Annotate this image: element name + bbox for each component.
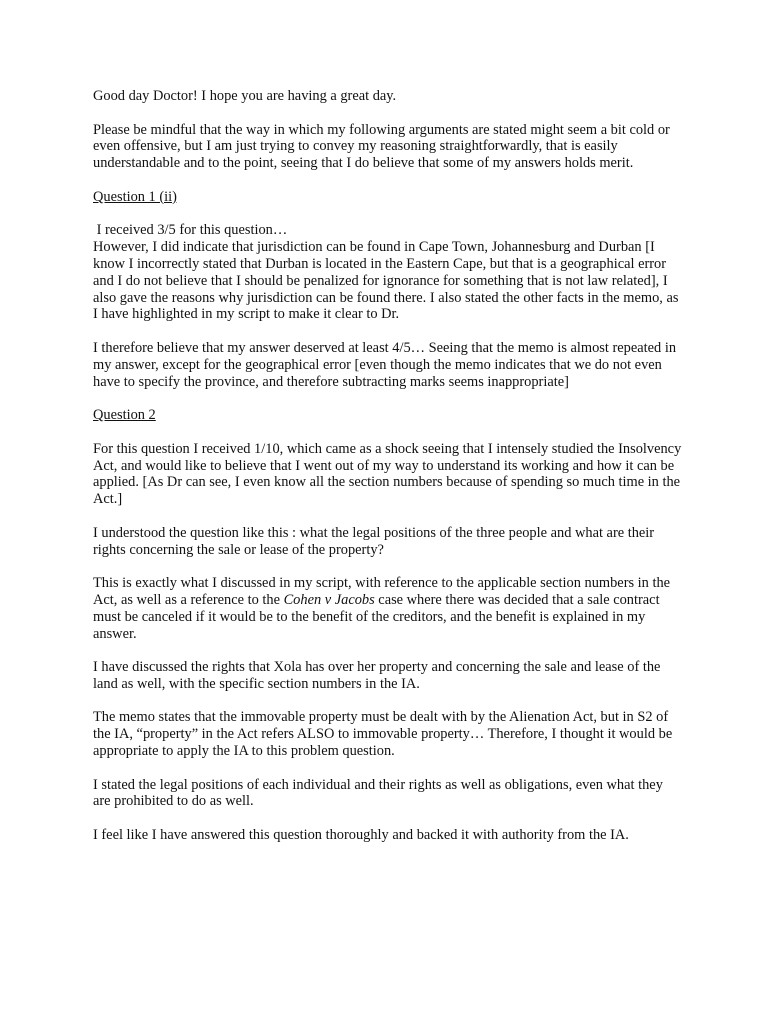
intro-paragraph: Please be mindful that the way in which my following arguments are stated might seem a bit cold or even offensive, but I am just trying to convey my reasoning straightforwardly, that is easily understandable and to the point, seeing that I do believe that some of my answers holds merit. [93, 121, 670, 172]
greeting: Good day Doctor! I hope you are having a great day. [93, 88, 397, 104]
question-2-paragraph-4: I have discussed the rights that Xola has over her property and concerning the sale and lease of the land as well, with the specific section numbers in the IA. [93, 659, 661, 692]
question-1-heading: Question 1 (ii) [93, 188, 177, 205]
question-1-conclusion: I therefore believe that my answer deserved at least 4/5… Seeing that the memo is almost repeated in my answer, except for the geographical error [even though the memo indicates that we do not even have to specify the province, and therefore subtracting marks seems inappropriate] [93, 339, 677, 390]
letter-page [93, 88, 683, 861]
question-2-paragraph-2: I understood the question like this : what the legal positions of the three people and what are their rights concerning the sale or lease of the property? [93, 524, 655, 558]
question-2-paragraph-1: For this question I received 1/10, which came as a shock seeing that I intensely studied the Insolvency Act, and would like to believe that I went out of my way to understand its working and how it can be applied. [As Dr can see, I even know all the section numbers because of spending so much time in the Act.] [93, 440, 682, 508]
question-1-body [93, 222, 683, 323]
question-2-paragraph-6: I stated the legal positions of each individual and their rights as well as obligations, even what they are prohibited to do as well. [93, 776, 663, 810]
paragraph-3-before: This is exactly what I discussed in my script, with reference to the applicable section numbers in the Act, as well as a reference to the [93, 575, 671, 608]
question-2-heading: Question 2 [93, 407, 156, 424]
question-2-paragraph-3 [93, 575, 683, 642]
paragraph-3-after: case where there was decided that a sale contract must be canceled if it would be to the benefit of the creditors, and the benefit is explained in my answer. [93, 591, 660, 642]
question-1-argument: However, I did indicate that jurisdiction can be found in Cape Town, Johannesburg and Durban [I know I incorrectly stated that Durban is located in the Eastern Cape, but that is a geographical error and I do not believe that I should be penalized for ignorance for something that is not law related], I also gave the reasons why jurisdiction can be found there. I also stated the other facts in the memo, as I have highlighted in my script to make it clear to Dr. [93, 239, 683, 323]
question-1-received: I received 3/5 for this question… [93, 222, 288, 239]
question-2-paragraph-5: The memo states that the immovable property must be dealt with by the Alienation Act, but in S2 of the IA, “property” in the Act refers ALSO to immovable property… Therefore, I thought it would be appropriate to apply the IA to this problem question. [93, 709, 673, 760]
question-2-paragraph-7: I feel like I have answered this question thoroughly and backed it with authority from the IA. [93, 827, 629, 844]
case-citation: Cohen v Jacobs [283, 591, 375, 608]
